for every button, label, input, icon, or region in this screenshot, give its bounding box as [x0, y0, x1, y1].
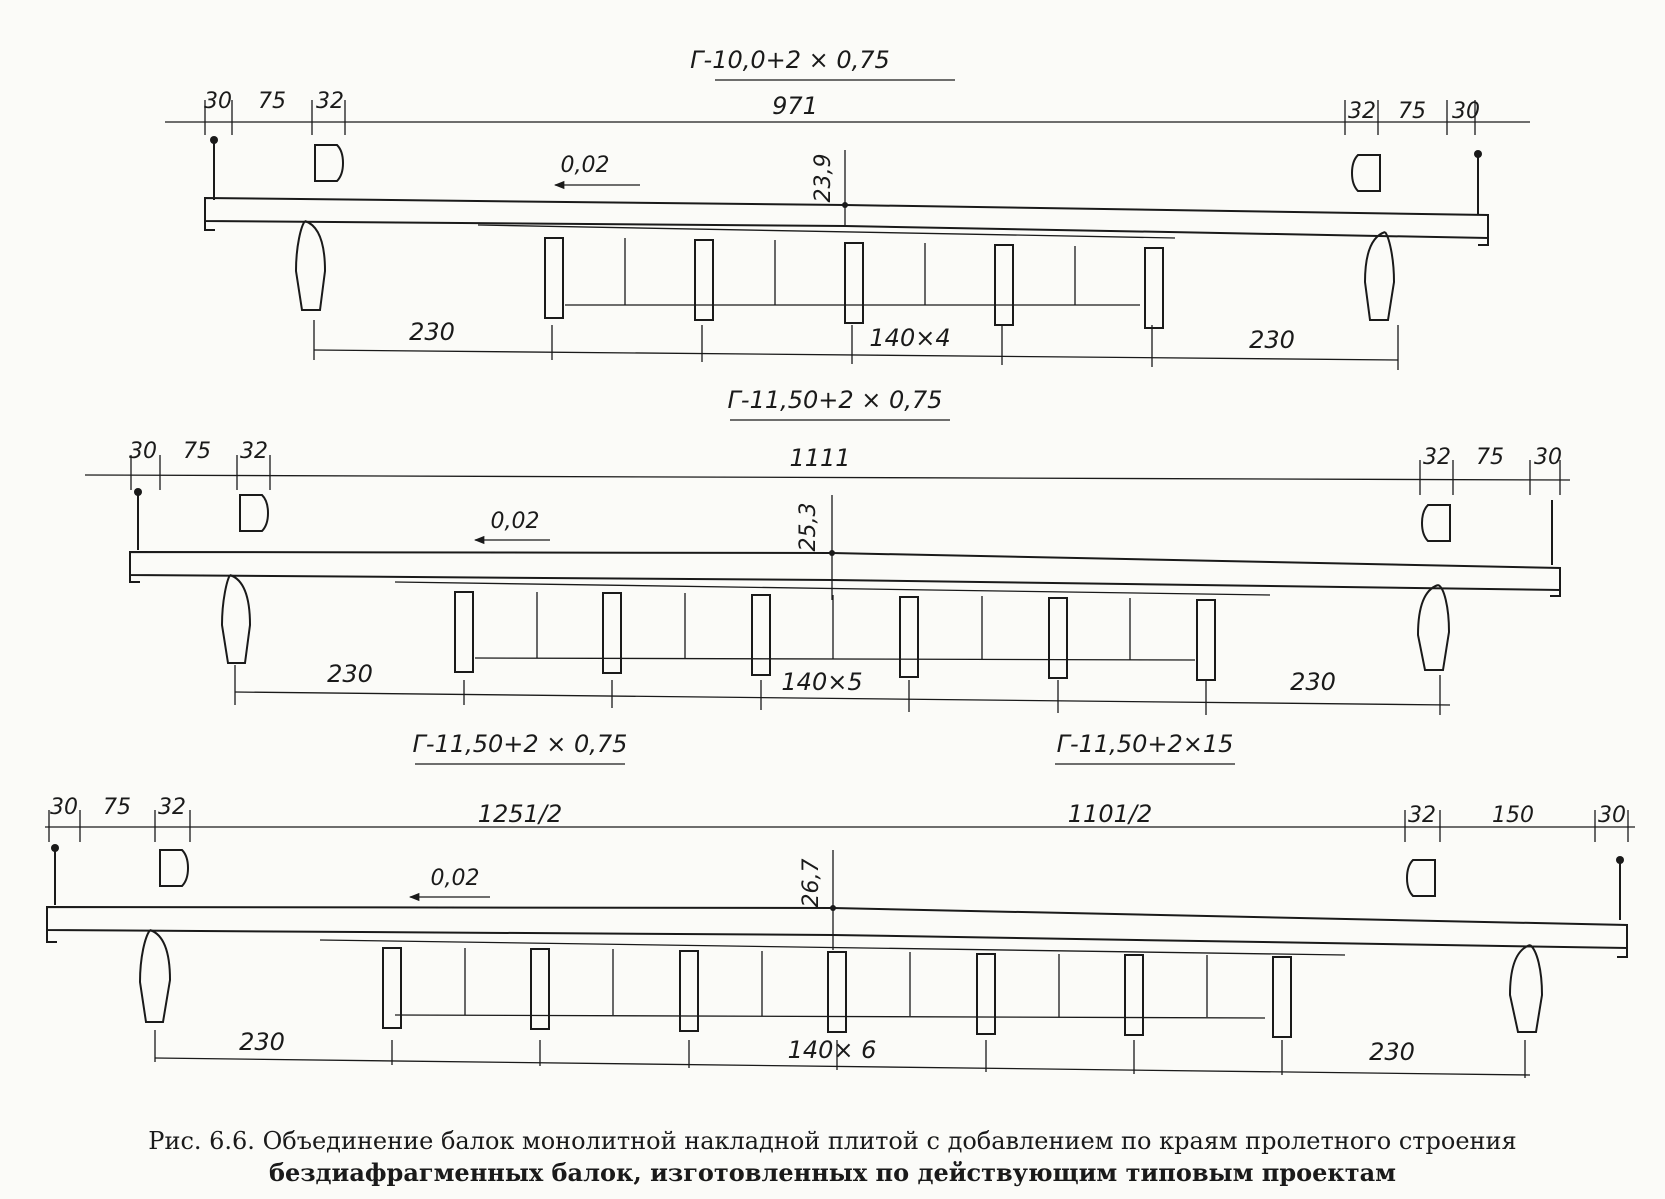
- section-1-edge-span-left: 230: [409, 318, 455, 346]
- section-3-width-label-right: 1101/2: [1067, 800, 1153, 828]
- section-2-gauge-label: Г-11,50+2 × 0,75: [727, 386, 943, 414]
- section-3-edge-span-left: 230: [239, 1028, 285, 1056]
- section-1-width-label: 971: [772, 92, 818, 120]
- section-1-left-dim-2: 32: [316, 89, 344, 114]
- section-3-beams: [383, 948, 1291, 1037]
- section-1-left-dim-1: 75: [258, 89, 286, 114]
- section-2-height-label: 25,3: [796, 502, 821, 552]
- section-3-edge-span-right: 230: [1369, 1038, 1415, 1066]
- section-2-right-dim-1: 75: [1476, 445, 1504, 470]
- section-2-left-dim-1: 75: [183, 439, 211, 464]
- section-1-beams: [545, 238, 1163, 328]
- section-3-height-label: 26,7: [799, 858, 824, 908]
- cross-section-2: [85, 386, 1570, 715]
- section-3-right-dim-1: 150: [1492, 803, 1534, 828]
- caption-line-2: бездиафрагменных балок, изготовленных по действующим типовым проектам: [268, 1158, 1397, 1187]
- section-2-right-dim-0: 32: [1423, 445, 1451, 470]
- section-3-width-label-left: 1251/2: [477, 800, 563, 828]
- cross-section-3: [45, 730, 1635, 1078]
- section-1-edge-span-right: 230: [1249, 326, 1295, 354]
- section-1-right-dim-1: 75: [1398, 99, 1426, 124]
- section-3-left-dim-0: 30: [50, 795, 78, 820]
- section-3-right-dim-0: 32: [1408, 803, 1436, 828]
- section-1-right-dim-2: 30: [1452, 99, 1480, 124]
- section-1-right-dim-0: 32: [1348, 99, 1376, 124]
- section-2-width-label: 1111: [789, 444, 851, 472]
- section-1-spacing-label: 140×4: [869, 324, 951, 352]
- section-2-edge-span-right: 230: [1290, 668, 1336, 696]
- section-3-left-dim-1: 75: [103, 795, 131, 820]
- cross-section-1: [165, 46, 1530, 370]
- caption-line-1: Рис. 6.6. Объединение балок монолитной накладной плитой с добавлением по краям пролетного строения: [148, 1127, 1517, 1155]
- figure-caption: [0, 1125, 1665, 1189]
- section-1-gauge-label: Г-10,0+2 × 0,75: [690, 46, 890, 74]
- section-1-height-label: 23,9: [811, 153, 836, 203]
- section-3-gauge-label-right: Г-11,50+2×15: [1056, 730, 1234, 758]
- section-2-beams: [455, 592, 1215, 680]
- section-2-left-dim-0: 30: [129, 439, 157, 464]
- section-2-slope-label: 0,02: [490, 509, 540, 534]
- section-1-slope-label: 0,02: [560, 153, 610, 178]
- section-2-spacing-label: 140×5: [781, 668, 863, 696]
- section-2-left-dim-2: 32: [240, 439, 268, 464]
- section-3-left-dim-2: 32: [158, 795, 186, 820]
- section-2-edge-span-left: 230: [327, 660, 373, 688]
- section-1-left-dim-0: 30: [204, 89, 232, 114]
- section-3-slope-label: 0,02: [430, 866, 480, 891]
- section-3-gauge-label-left: Г-11,50+2 × 0,75: [412, 730, 628, 758]
- section-3-right-dim-2: 30: [1598, 803, 1626, 828]
- section-3-spacing-label: 140× 6: [787, 1036, 877, 1064]
- section-2-right-dim-2: 30: [1534, 445, 1562, 470]
